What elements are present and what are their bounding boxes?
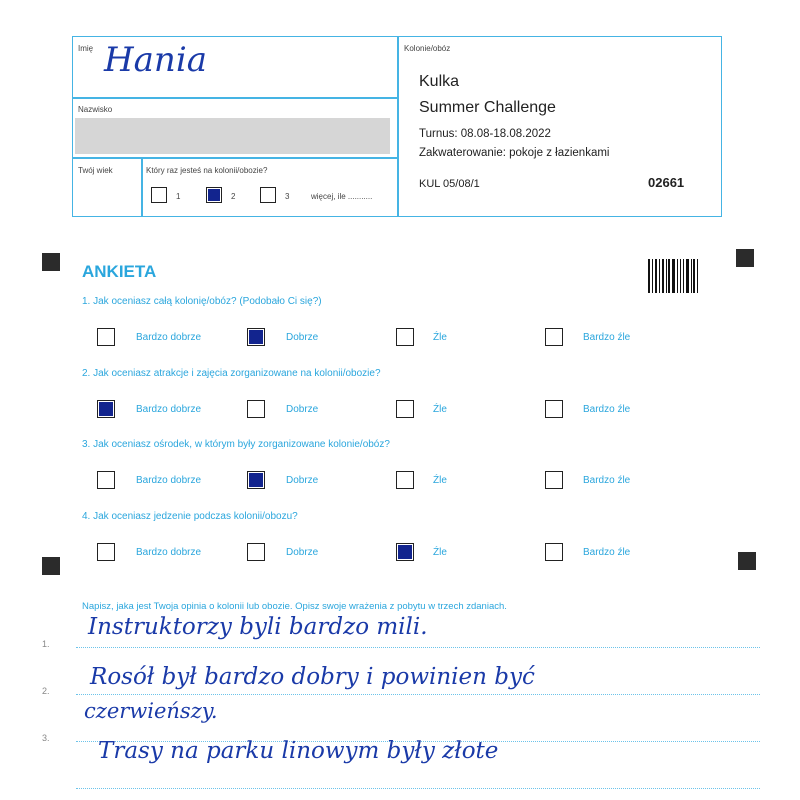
- question-3-option-4-label: Bardzo źle: [583, 475, 631, 486]
- question-2-option-4-label: Bardzo źle: [583, 404, 631, 415]
- question-3-option-3-checkbox[interactable]: [396, 471, 414, 489]
- question-1-text: 1. Jak oceniasz całą kolonię/obóz? (Podobało Ci się?): [82, 296, 322, 307]
- opinion-line-1: [76, 647, 760, 648]
- form-number: 02661: [648, 175, 685, 190]
- question-1-option-1-label: Bardzo dobrze: [136, 332, 202, 343]
- question-3-option-3-label: Źle: [433, 475, 447, 486]
- question-4-text: 4. Jak oceniasz jedzenie podczas kolonii/obozu?: [82, 511, 298, 522]
- question-4-option-1-checkbox[interactable]: [97, 543, 115, 561]
- question-3-option-2-label: Dobrze: [286, 475, 319, 486]
- question-2-option-2-label: Dobrze: [286, 404, 319, 415]
- registration-marker-tl: [42, 253, 60, 271]
- visit-option-3-checkbox[interactable]: [260, 187, 276, 203]
- opinion-text-3: Trasy na parku linowym były złote: [98, 738, 499, 764]
- question-2-text: 2. Jak oceniasz atrakcje i zajęcia zorganizowane na kolonii/obozie?: [82, 368, 381, 379]
- divider-vertical: [397, 37, 399, 216]
- question-3-text: 3. Jak oceniasz ośrodek, w którym były zorganizowane kolonie/obóz?: [82, 439, 390, 450]
- question-2-option-3-checkbox[interactable]: [396, 400, 414, 418]
- camp-name-1: Kulka: [419, 73, 460, 90]
- question-3-option-1-checkbox[interactable]: [97, 471, 115, 489]
- question-2-option-1-checkbox[interactable]: [97, 400, 115, 418]
- kolonia-label: Kolonie/obóz: [404, 44, 451, 53]
- registration-marker-br: [738, 552, 756, 570]
- redacted-surname: [75, 118, 390, 154]
- question-4-option-4-label: Bardzo źle: [583, 547, 631, 558]
- barcode: [648, 259, 700, 293]
- ktory-raz-label: Który raz jesteś na kolonii/obozie?: [146, 166, 268, 175]
- opinion-text-1: Instruktorzy byli bardzo mili.: [88, 614, 428, 640]
- question-4-option-2-label: Dobrze: [286, 547, 319, 558]
- question-1-option-2-label: Dobrze: [286, 332, 319, 343]
- zakwaterowanie: Zakwaterowanie: pokoje z łazienkami: [419, 147, 610, 159]
- question-2-option-3-label: Źle: [433, 404, 447, 415]
- question-1-option-3-label: Źle: [433, 332, 447, 343]
- question-1-option-1-checkbox[interactable]: [97, 328, 115, 346]
- question-1-option-4-label: Bardzo źle: [583, 332, 631, 343]
- registration-marker-tr: [736, 249, 754, 267]
- line-number-2: 2.: [42, 686, 50, 696]
- line-number-1: 1.: [42, 639, 50, 649]
- question-2-option-1-label: Bardzo dobrze: [136, 404, 202, 415]
- question-1-option-3-checkbox[interactable]: [396, 328, 414, 346]
- question-4-option-1-label: Bardzo dobrze: [136, 547, 202, 558]
- visit-option-2-checkbox[interactable]: [206, 187, 222, 203]
- wiecej-label: więcej, ile ...........: [311, 192, 373, 201]
- question-2-option-2-checkbox[interactable]: [247, 400, 265, 418]
- registration-marker-bl: [42, 557, 60, 575]
- question-4-option-3-label: Źle: [433, 547, 447, 558]
- question-2-option-4-checkbox[interactable]: [545, 400, 563, 418]
- opinion-text-2b: czerwieńszy.: [84, 699, 218, 723]
- survey-title: ANKIETA: [82, 262, 157, 281]
- imie-label: Imię: [78, 44, 94, 53]
- question-1-option-2-checkbox[interactable]: [247, 328, 265, 346]
- visit-option-2-label: 2: [231, 192, 236, 201]
- opinion-line-4: [76, 788, 760, 789]
- divider-h2: [73, 157, 397, 159]
- turnus: Turnus: 08.08-18.08.2022: [419, 128, 551, 140]
- question-1-option-4-checkbox[interactable]: [545, 328, 563, 346]
- nazwisko-label: Nazwisko: [78, 105, 113, 114]
- question-4-option-3-checkbox[interactable]: [396, 543, 414, 561]
- visit-option-3-label: 3: [285, 192, 290, 201]
- visit-option-1-checkbox[interactable]: [151, 187, 167, 203]
- opinion-instruction: Napisz, jaka jest Twoja opinia o kolonii lub obozie. Opisz swoje wrażenia z pobytu w trzech zdaniach.: [82, 601, 507, 612]
- visit-option-1-label: 1: [176, 192, 181, 201]
- question-3-option-4-checkbox[interactable]: [545, 471, 563, 489]
- question-4-option-2-checkbox[interactable]: [247, 543, 265, 561]
- wiek-label: Twój wiek: [78, 166, 113, 175]
- question-3-option-2-checkbox[interactable]: [247, 471, 265, 489]
- opinion-text-2: Rosół był bardzo dobry i powinien być: [90, 664, 535, 690]
- question-4-option-4-checkbox[interactable]: [545, 543, 563, 561]
- imie-value: Hania: [104, 40, 207, 80]
- camp-name-2: Summer Challenge: [419, 99, 556, 116]
- question-3-option-1-label: Bardzo dobrze: [136, 475, 202, 486]
- camp-code: KUL 05/08/1: [419, 178, 480, 190]
- opinion-line-2: [76, 694, 760, 695]
- divider-h1: [73, 97, 397, 99]
- line-number-3: 3.: [42, 733, 50, 743]
- divider-age: [141, 157, 143, 216]
